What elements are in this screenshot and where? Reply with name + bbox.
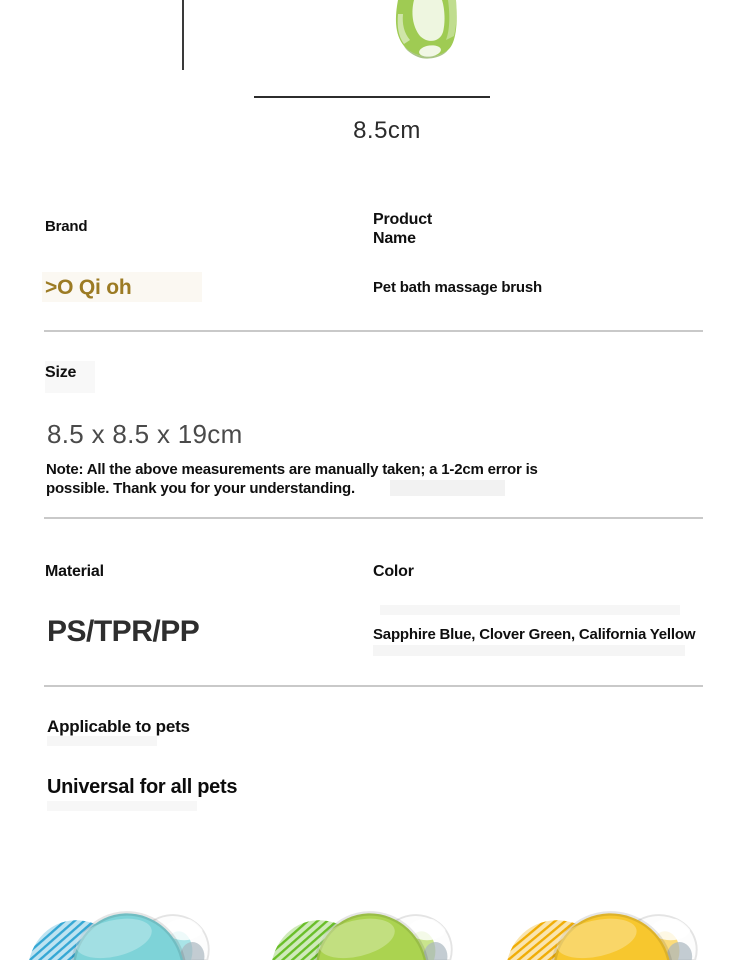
width-dimension-label: 8.5cm: [353, 117, 421, 144]
clover-green-brush-image: [268, 888, 453, 960]
brand-value: >O Qi oh: [45, 276, 132, 299]
material-label: Material: [45, 563, 104, 580]
product-name-label: Product Name: [373, 211, 433, 247]
section-divider: [44, 685, 703, 687]
jpeg-artifact: [373, 645, 685, 656]
size-value: 8.5 x 8.5 x 19cm: [47, 419, 243, 449]
jpeg-artifact: [380, 605, 680, 615]
product-name-value: Pet bath massage brush: [373, 279, 542, 296]
material-value: PS/TPR/PP: [47, 615, 200, 648]
height-dimension-line: [182, 0, 184, 70]
california-yellow-brush-image: [503, 888, 698, 960]
section-divider: [44, 517, 703, 519]
sapphire-blue-brush-image: [25, 888, 210, 960]
color-label: Color: [373, 563, 414, 580]
size-label: Size: [45, 364, 77, 381]
size-note: Note: All the above measurements are manually taken; a 1-2cm error is possible. Thank you for your understanding.: [46, 461, 538, 497]
applicable-label: Applicable to pets: [47, 717, 190, 736]
brand-label: Brand: [45, 218, 88, 235]
green-handle-fragment-image: [388, 0, 468, 63]
section-divider: [44, 330, 703, 332]
width-dimension-line: [254, 96, 490, 98]
color-value: Sapphire Blue, Clover Green, California Yellow: [373, 626, 696, 643]
jpeg-artifact: [390, 480, 505, 496]
jpeg-artifact: [47, 736, 157, 746]
jpeg-artifact: [47, 801, 197, 811]
applicable-value: Universal for all pets: [47, 776, 238, 798]
